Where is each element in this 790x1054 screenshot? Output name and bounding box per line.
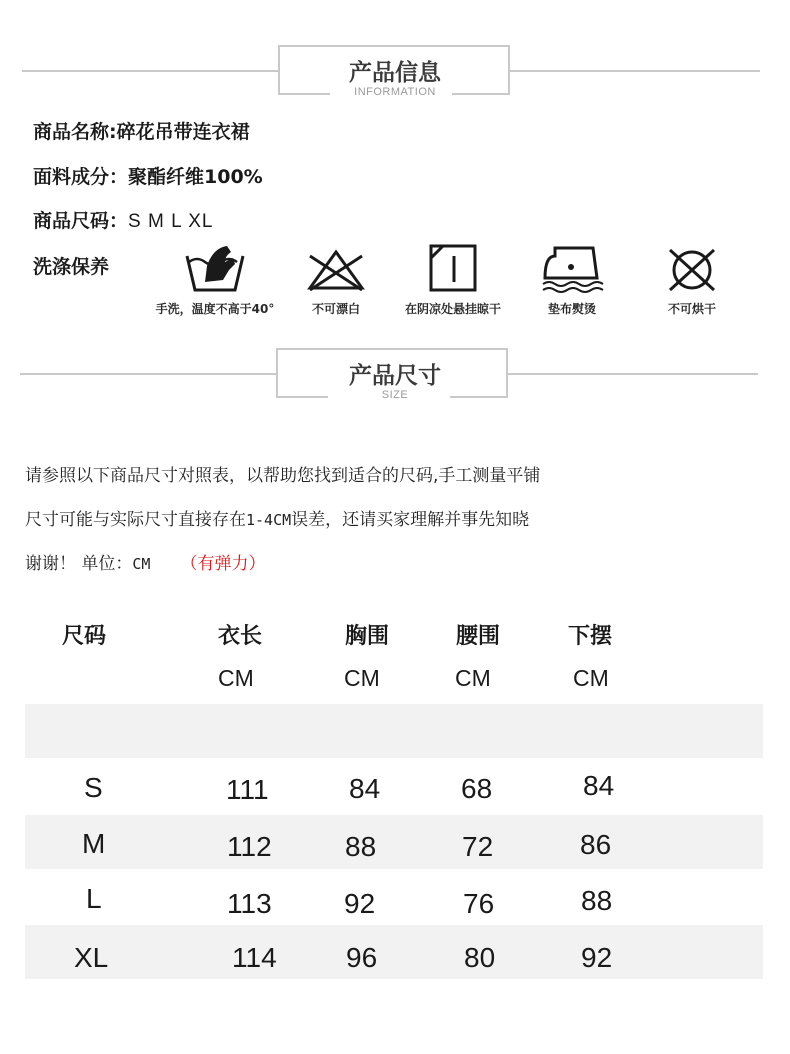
cell-length: 114 <box>232 942 277 973</box>
cell-size: L <box>86 883 102 914</box>
sizes-row <box>33 206 213 233</box>
no-bleach-caption: 不可漂白 <box>311 302 360 316</box>
no-tumble-dry-caption: 不可烘干 <box>667 302 716 316</box>
product-name-row <box>33 117 250 144</box>
size-note-line-3 <box>25 549 265 574</box>
header-hem: 下摆 <box>568 624 613 649</box>
iron-with-cloth-icon <box>537 242 607 294</box>
product-name-label: 商品名称: <box>33 121 117 143</box>
cell-waist: 72 <box>462 831 494 862</box>
hand-wash-caption: 手洗，温度不高于40° <box>155 302 275 316</box>
fabric-label: 面料成分： <box>33 166 129 188</box>
header-length: 衣长 <box>218 624 263 649</box>
cell-size: S <box>84 772 103 803</box>
table-band <box>25 815 763 869</box>
fabric-row <box>33 162 263 189</box>
care-label: 洗涤保养 <box>33 256 110 278</box>
sizes-value: S M L XL <box>128 211 214 232</box>
info-section-header <box>0 44 790 100</box>
line-dry-shade-icon <box>421 242 485 294</box>
line-dry-caption: 在阴凉处悬挂晾干 <box>404 302 501 316</box>
table-band <box>25 925 763 979</box>
header-chest: 胸围 <box>345 624 390 649</box>
table-band <box>25 704 763 758</box>
cell-chest: 92 <box>344 888 376 919</box>
cell-length: 111 <box>226 774 269 805</box>
care-item-no-tumble-dry <box>622 242 762 317</box>
size-note-line-2 <box>25 505 529 530</box>
info-section-title: 产品信息 <box>349 60 441 86</box>
size-section-header <box>0 347 790 403</box>
cell-hem: 88 <box>581 885 613 916</box>
cell-hem: 84 <box>583 770 615 801</box>
unit-text: CM <box>132 555 151 573</box>
elastic-note: （有弹力） <box>180 554 266 574</box>
cell-waist: 80 <box>464 942 496 973</box>
cell-hem: 92 <box>581 942 613 973</box>
no-bleach-icon <box>304 242 368 294</box>
info-section-subtitle: INFORMATION <box>0 86 790 98</box>
size-section-subtitle: SIZE <box>0 389 790 401</box>
cell-waist: 76 <box>463 888 495 919</box>
hand-wash-icon <box>183 242 247 294</box>
unit-chest: CM <box>344 665 380 691</box>
no-tumble-dry-icon <box>660 242 724 294</box>
unit-hem: CM <box>573 665 609 691</box>
cell-size: M <box>82 828 106 859</box>
sizes-label: 商品尺码： <box>33 210 129 232</box>
size-note-line-1: 请参照以下商品尺寸对照表，以帮助您找到适合的尺码,手工测量平铺 <box>25 466 541 486</box>
header-waist: 腰围 <box>456 624 501 649</box>
note-text: 谢谢！ 单位： <box>25 554 133 574</box>
note-text: 尺寸可能与实际尺寸直接存在 <box>25 510 246 530</box>
product-name-value: 碎花吊带连衣裙 <box>116 121 250 143</box>
unit-length: CM <box>218 665 254 691</box>
care-item-hand-wash <box>145 242 285 317</box>
cell-chest: 84 <box>349 773 381 804</box>
unit-waist: CM <box>455 665 491 691</box>
cell-waist: 68 <box>461 773 493 804</box>
iron-caption: 垫布熨烫 <box>547 302 596 316</box>
note-text: 误差，还请买家理解并事先知晓 <box>291 510 530 530</box>
header-size: 尺码 <box>62 624 107 649</box>
cell-length: 113 <box>227 888 272 919</box>
cell-length: 112 <box>227 831 272 862</box>
note-tolerance: 1-4CM <box>246 511 292 529</box>
fabric-value: 聚酯纤维100% <box>128 166 263 188</box>
cell-hem: 86 <box>580 829 612 860</box>
cell-chest: 88 <box>345 831 377 862</box>
cell-size: XL <box>74 942 109 973</box>
care-item-iron <box>502 242 642 317</box>
size-section-title: 产品尺寸 <box>349 363 441 389</box>
cell-chest: 96 <box>346 942 378 973</box>
